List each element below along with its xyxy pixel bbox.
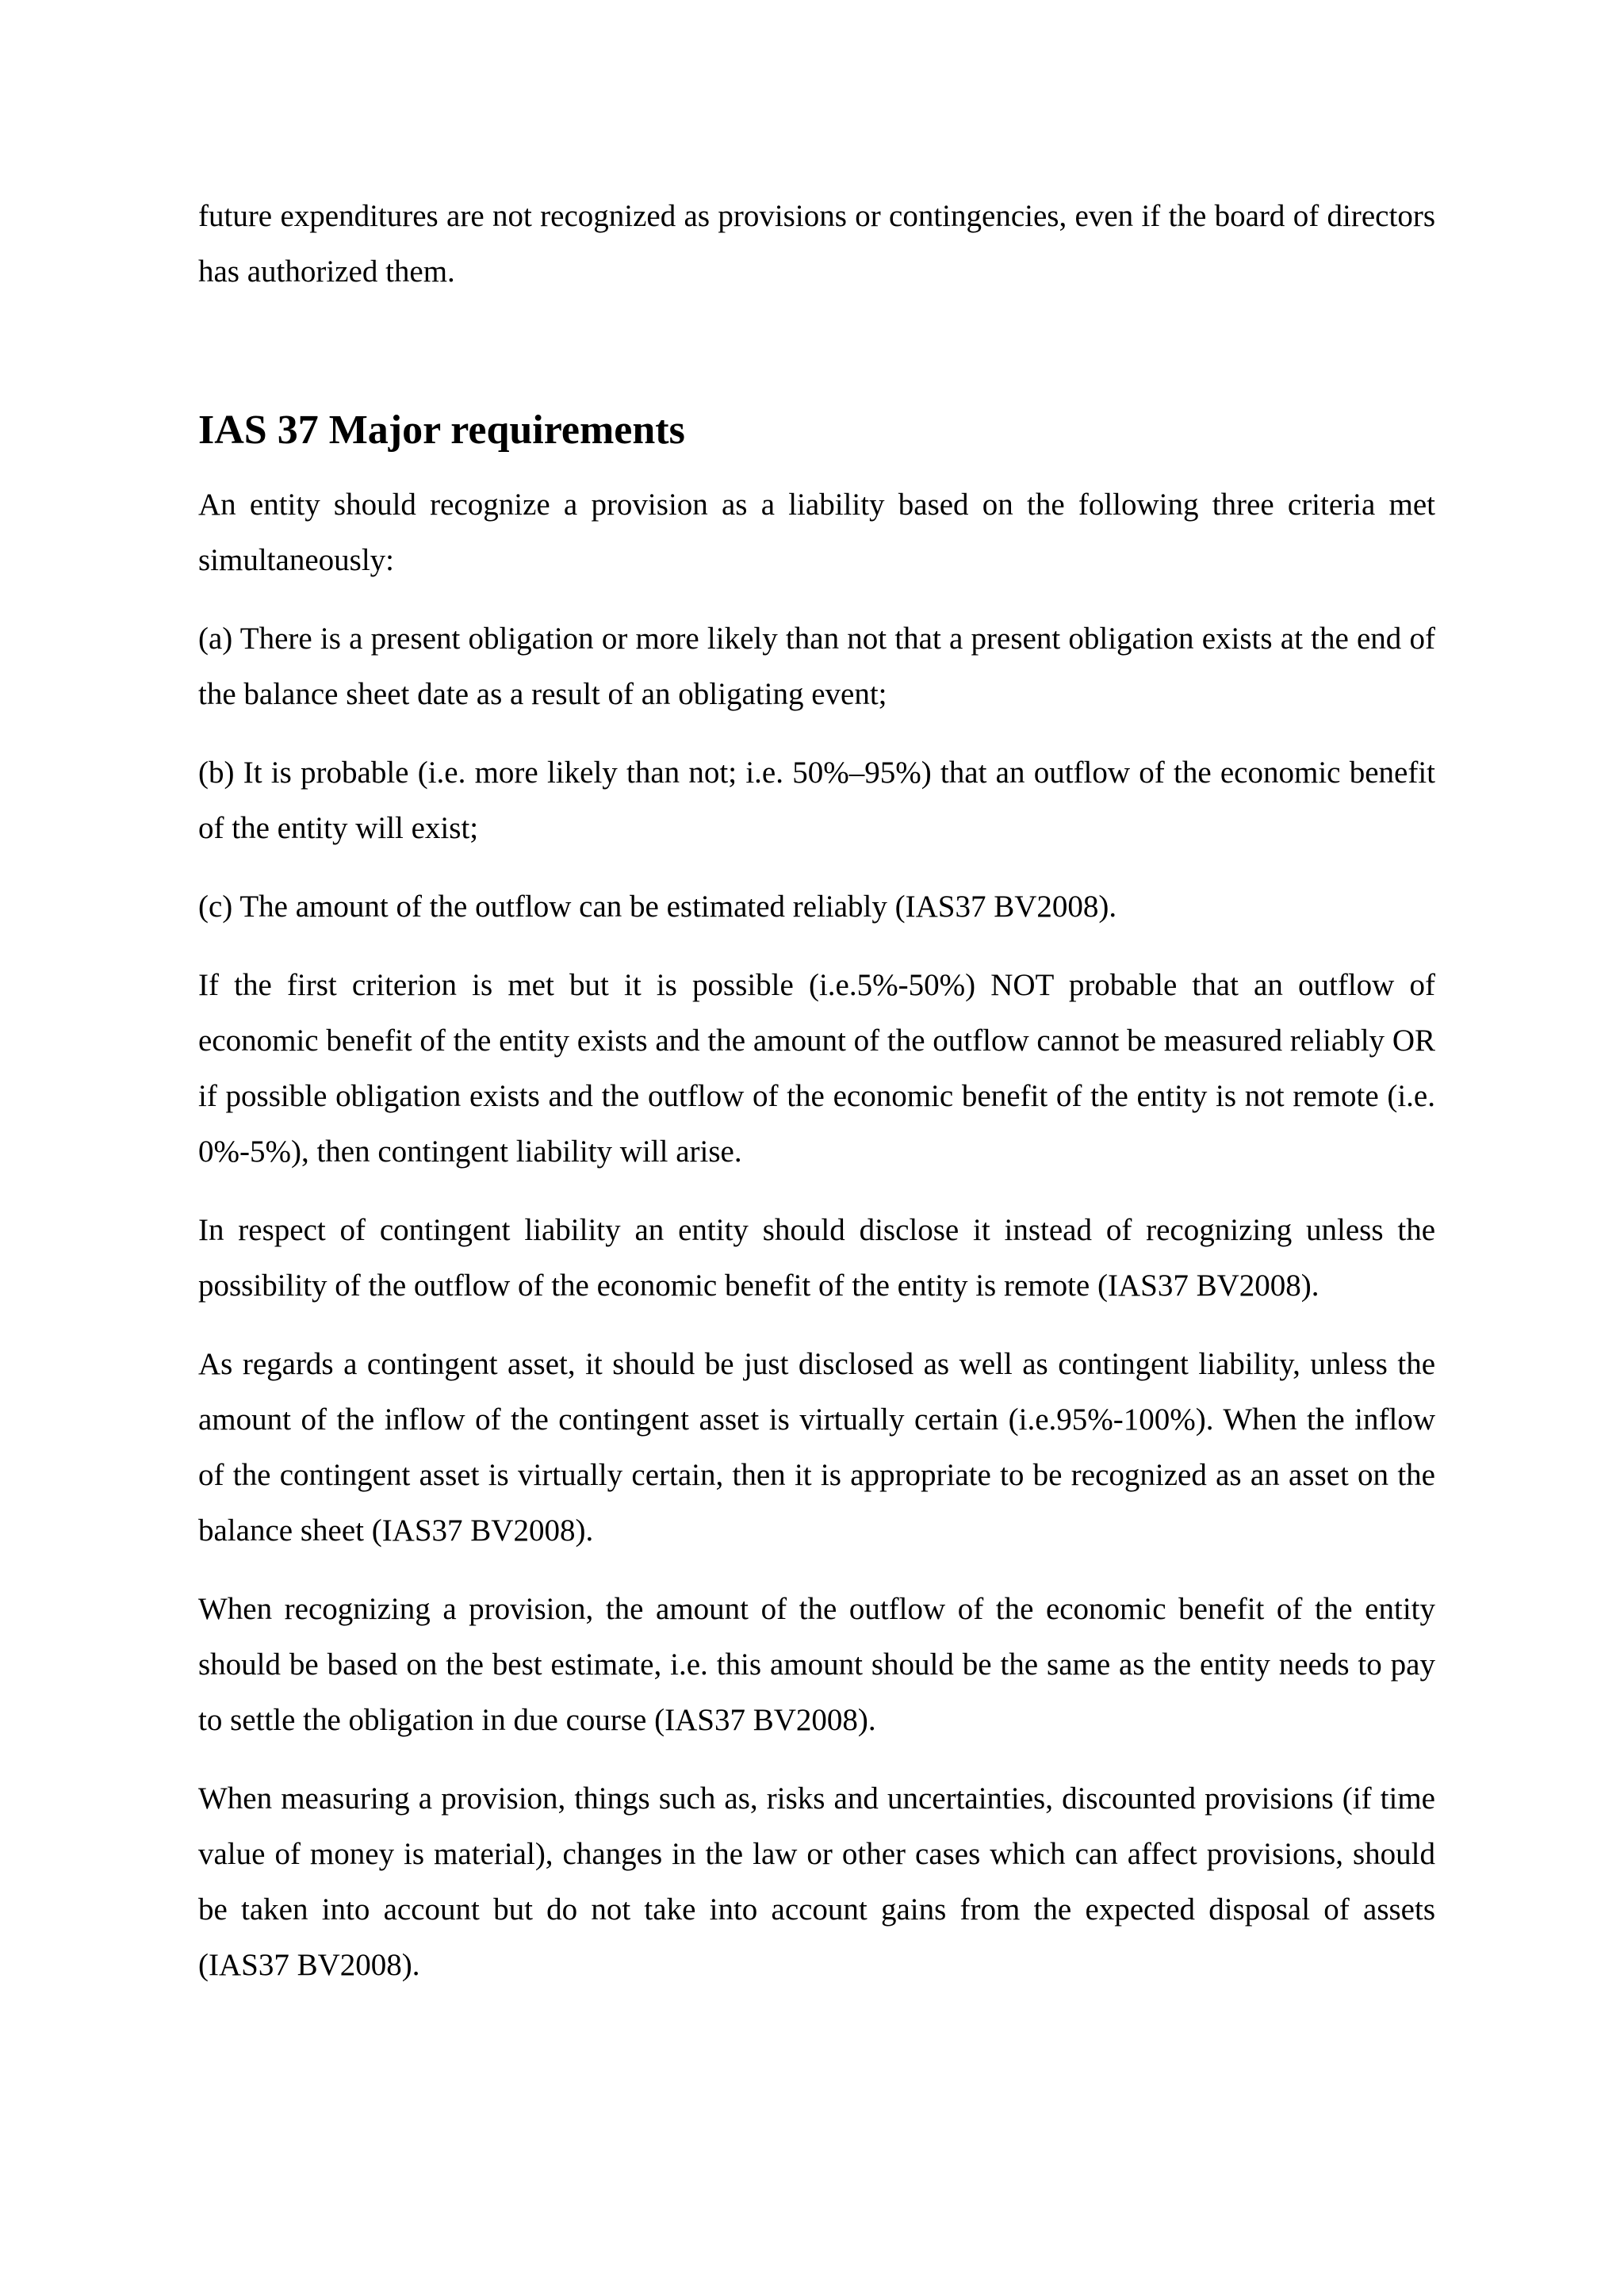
section-body — [198, 477, 1435, 2016]
paragraph-contingent-asset: As regards a contingent asset, it should be just disclosed as well as contingent liability, unless the amount of the inflow of the contingent asset is virtually certain (i.e.95%-100%). When the inflow of the contingent asset is virtually certain, then it is appropriate to be recognized as an asset on the balance sheet (IAS37 BV2008). — [198, 1347, 1435, 1548]
section-heading: IAS 37 Major requirements — [198, 408, 685, 453]
paragraph-criterion-a: (a) There is a present obligation or more likely than not that a present obligation exists at the end of the balance sheet date as a result of an obligating event; — [198, 622, 1435, 711]
paragraph-measuring-provision: When measuring a provision, things such as, risks and uncertainties, discounted provisions (if time value of money is material), changes in the law or other cases which can affect provisions, should be taken into account but do not take into account gains from the expected disposal of assets (IAS37 BV2008). — [198, 1781, 1435, 1982]
intro-paragraph: future expenditures are not recognized as provisions or contingencies, even if the board of directors has authorized them. — [198, 199, 1435, 289]
paragraph-recognition-criteria-intro: An entity should recognize a provision as a liability based on the following three criteria met simultaneously: — [198, 488, 1435, 577]
paragraph-best-estimate: When recognizing a provision, the amount of the outflow of the economic benefit of the entity should be based on the best estimate, i.e. this amount should be the same as the entity needs to pay to settle the obligation in due course (IAS37 BV2008). — [198, 1592, 1435, 1737]
paragraph-contingent-liability-disclose: In respect of contingent liability an entity should disclose it instead of recognizing unless the possibility of the outflow of the economic benefit of the entity is remote (IAS37 BV2008). — [198, 1213, 1435, 1303]
paragraph-contingent-liability-arise: If the first criterion is met but it is possible (i.e.5%-50%) NOT probable that an outflow of economic benefit of the entity exists and the amount of the outflow cannot be measured reliably OR if possible obligation exists and the outflow of the economic benefit of the entity is not remote (i.e. 0%-5%), then contingent liability will arise. — [198, 968, 1435, 1169]
paragraph-criterion-c: (c) The amount of the outflow can be estimated reliably (IAS37 BV2008). — [198, 890, 1117, 924]
paragraph-criterion-b: (b) It is probable (i.e. more likely than not; i.e. 50%–95%) that an outflow of the economic benefit of the entity will exist; — [198, 756, 1435, 845]
